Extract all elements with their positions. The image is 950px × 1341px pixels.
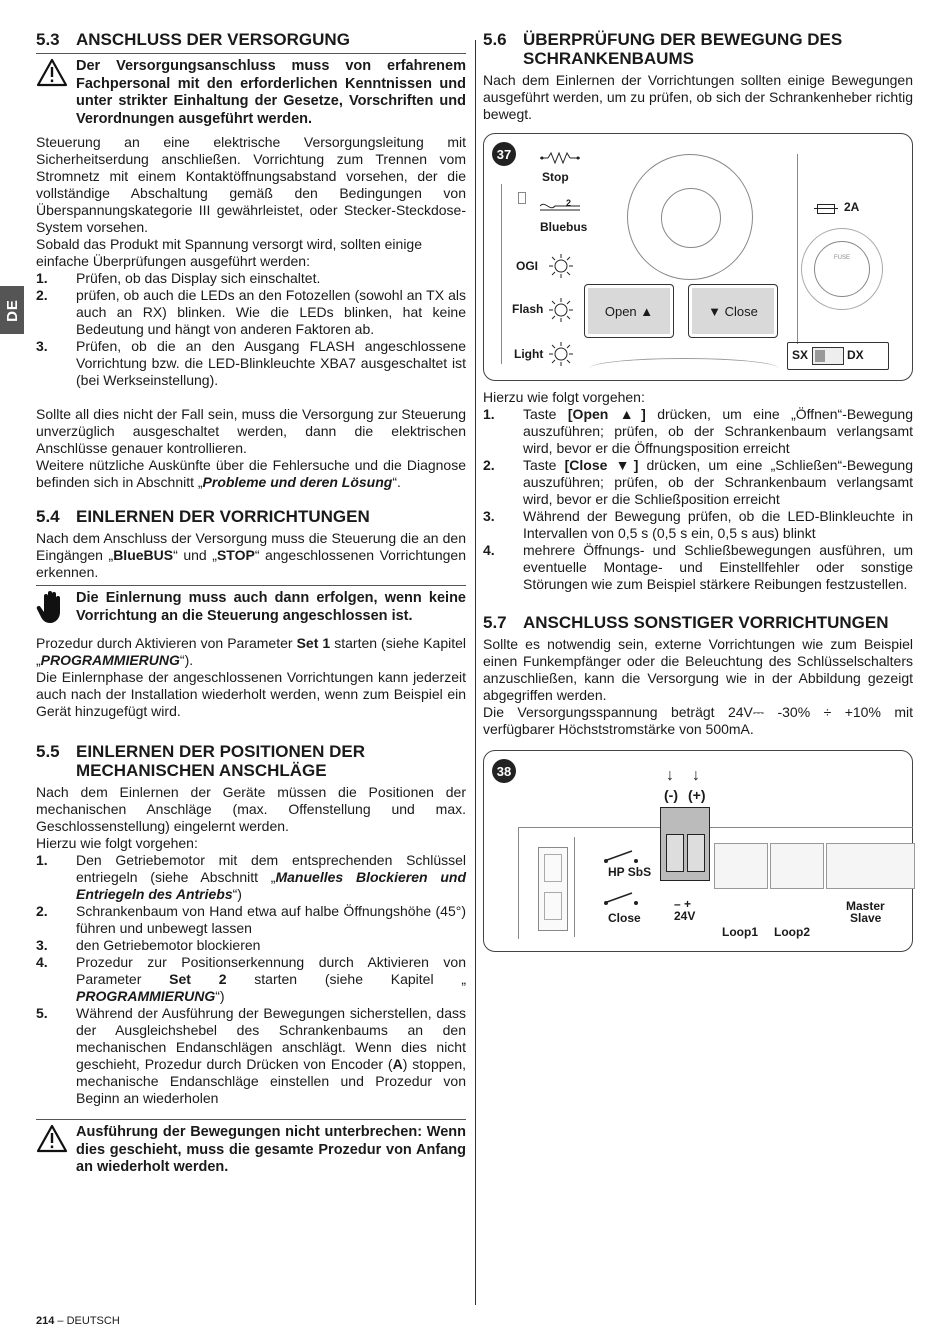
paragraph: Nach dem Einlernen der Geräte müssen die Positionen der mechanischen Anschläge (max. Offenstellung und max. Geschlossenstellung) eingelernt werden. — [36, 784, 466, 834]
encoder-knob[interactable] — [627, 154, 753, 280]
paragraph: Steuerung an eine elektrische Versorgungsleitung mit Sicherheitserdung anschließen. Vorrichtung zum Trennen vom Stromnetz mit einem Kontaktöffnungsabstand vorsehen, der die vollständige Abschaltung gemäß den Bedingungen von Überspannungskategorie III gewährleistet, oder Stecker-Steckdose-System vorsehen. — [36, 134, 466, 235]
loop2-label: Loop2 — [774, 925, 810, 939]
paragraph: Nach dem Einlernen der Vorrichtungen sollten einige Bewegungen ausgeführt werden, um zu prüfen, ob sich der Schrankenheber richtig bewegt. — [483, 72, 913, 122]
right-column — [483, 30, 913, 952]
figure-number-badge: 38 — [492, 759, 516, 783]
list-item: 2. Schrankenbaum von Hand etwa auf halbe Öffnungshöhe (45°) führen und unbewegt lassen — [36, 903, 466, 936]
hp-sbs-label: HP SbS — [608, 865, 652, 879]
paragraph: Die Versorgungsspannung beträgt 24V⎓ -30% ÷ +10% mit verfügbarer Höchststromstärke von 500mA. — [483, 704, 913, 737]
list-item: 4. mehrere Öffnungs- und Schließbewegungen ausführen, um eventuelle Montage- und Einstellfehler oder sonstige Störungen wie zum Beispiel stärkere Reibungen festzustellen. — [483, 542, 913, 592]
warning-box-5-4 — [36, 585, 466, 629]
procedure-list — [483, 406, 913, 593]
close-button[interactable]: ▼ Close — [688, 284, 778, 338]
section-5-5-heading: 5.5 EINLERNEN DER POSITIONEN DER MECHANISCHEN ANSCHLÄGE — [36, 742, 366, 780]
arrow-down-icon: ↓ — [666, 767, 674, 784]
slave-label: Slave — [850, 911, 882, 925]
paragraph: Prozedur durch Aktivieren von Parameter Set 1 starten (siehe Kapitel „PROGRAMMIERUNG“). — [36, 635, 467, 668]
stop-label: Stop — [542, 170, 569, 184]
page-footer: 214 – DEUTSCH — [36, 1315, 120, 1327]
section-5-4-heading: 5.4 EINLERNEN DER VORRICHTUNGEN — [36, 507, 370, 526]
left-column — [36, 30, 466, 1183]
bluebus-label: Bluebus — [540, 220, 588, 234]
flash-led-icon — [549, 298, 573, 322]
hp-sbs-switch-icon — [602, 849, 642, 865]
paragraph: Sobald das Produkt mit Spannung versorgt wird, sollten einige einfache Überprüfungen ausgeführt werden: — [36, 236, 422, 269]
light-led-icon — [549, 342, 573, 366]
list-item: 3. Während der Bewegung prüfen, ob die LED-Blinkleuchte in Intervallen von 0,5 s (0,5 s ein, 0,5 s aus) blinkt — [483, 508, 913, 541]
figure-37-control-panel — [483, 133, 913, 381]
list-item: 1. Taste [Open ▲] drücken, um eine „Öffnen“-Bewegung auszuführen; prüfen, ob der Schrankenbaum verlangsamt wird, bevor er die Öffnungsposition erreicht — [483, 406, 913, 456]
polarity-label: – + — [674, 897, 692, 911]
figure-38-terminal-board — [483, 750, 913, 952]
open-button[interactable]: Open ▲ — [584, 284, 674, 338]
bluebus-number: 2 — [566, 198, 572, 208]
paragraph: Weitere nützliche Auskünfte über die Fehlersuche und die Diagnose befinden sich in Abschnitt „Probleme und deren Lösung“. — [36, 457, 466, 490]
fuse-rating-label: 2A — [844, 200, 860, 214]
warning-text: Ausführung der Bewegungen nicht unterbrechen: Wenn dies geschieht, muss die gesamte Prozedur von Anfang an wiederholt werden. — [76, 1124, 466, 1175]
list-item: 2. prüfen, ob auch die LEDs an den Fotozellen (sowohl an TX als auch an RX) blinken. Wie die LEDs blinken, hat keine Bedeutung und hängt von anderen Faktoren ab. — [36, 287, 466, 337]
section-5-7-heading: 5.7 ANSCHLUSS SONSTIGER VORRICHTUNGEN — [483, 613, 889, 632]
figure-number-badge: 37 — [492, 142, 516, 166]
fuse-text: FUSE — [833, 255, 850, 261]
list-item: 2. Taste [Close ▼] drücken, um eine „Schließen“-Bewegung auszuführen; prüfen, ob der Schrankenbaum verlangsamt wird, bevor er die Schließposition erreicht — [483, 457, 913, 507]
master-slave-terminal — [826, 843, 915, 889]
section-5-6-heading: 5.6 ÜBERPRÜFUNG DER BEWEGUNG DES SCHRANKENBAUMS — [483, 30, 843, 68]
terminal-block-left — [538, 847, 568, 931]
voltage-label: 24V — [674, 909, 696, 923]
section-5-3-heading: 5.3 ANSCHLUSS DER VERSORGUNG — [36, 30, 350, 49]
warning-box-5-3 — [36, 53, 466, 128]
plus-label: (+) — [688, 787, 706, 803]
list-item: 4. Prozedur zur Positionserkennung durch Aktivieren von Parameter Set 2 starten (siehe Kapitel „ PROGRAMMIERUNG“) — [36, 954, 466, 1004]
ogi-led-icon — [549, 254, 573, 278]
close-label: Close — [608, 911, 641, 925]
warning-text: Der Versorgungsanschluss muss von erfahrenem Fachpersonal mit den erforderlichen Kenntnissen und unter strikter Einhaltung der Gesetze, Vorschriften und Verordnungen ausgeführt werden. — [76, 58, 466, 127]
paragraph: Sollte es notwendig sein, externe Vorrichtungen wie zum Beispiel einen Funkempfänger oder die Beleuchtung des Schlüsselschalters anzuschließen, kann die Versorgung wie in der Abbildung gezeigt abgegriffen werden. — [483, 636, 913, 703]
warning-text: Die Einlernung muss auch dann erfolgen, wenn keine Vorrichtung an die Steuerung angeschlossen ist. — [76, 590, 466, 624]
paragraph: Nach dem Anschluss der Versorgung muss die Steuerung die an den Eingängen „BlueBUS“ und „STOP“ angeschlossenen Vorrichtungen erkennen. — [36, 530, 466, 580]
warning-triangle-icon — [36, 58, 76, 128]
power-terminal-24v — [660, 807, 710, 881]
master-label: Master — [846, 899, 885, 913]
procedure-list — [36, 852, 466, 1107]
language-tab: DE — [0, 286, 24, 334]
loop1-label: Loop1 — [722, 925, 758, 939]
check-list — [36, 270, 466, 389]
paragraph: Sollte all dies nicht der Fall sein, muss die Versorgung zur Steuerung unverzüglich ausgeschaltet werden, dann die elektrischen Anschlüsse genauer kontrollieren. — [36, 406, 466, 456]
paragraph: Die Einlernphase der angeschlossenen Vorrichtungen kann jederzeit auch nach der Installation wiederholt werden, wenn zum Beispiel ein Gerät hinzugefügt wird. — [36, 669, 466, 719]
paragraph: Hierzu wie folgt vorgehen: — [483, 389, 645, 405]
bluebus-icon — [540, 200, 580, 214]
arrow-down-icon: ↓ — [692, 767, 700, 784]
column-divider — [475, 40, 476, 1305]
list-item: 3. den Getriebemotor blockieren — [36, 937, 261, 953]
light-label: Light — [514, 347, 544, 361]
dx-label: DX — [847, 348, 864, 362]
loop1-terminal — [714, 843, 768, 889]
warning-triangle-icon — [36, 1124, 76, 1177]
list-item: 5. Während der Ausführung der Bewegungen sicherstellen, dass der Ausgleichshebel des Schrankenbaums an den mechanischen Endanschlägen anschlägt. Wenn dies nicht geschieht, Prozedur durch Drücken von Encoder (A) stoppen, mechanische Endanschläge einstellen und Prozedur von Beginn an wiederholen — [36, 1005, 466, 1106]
ogi-label: OGI — [516, 259, 539, 273]
warning-box-5-5 — [36, 1119, 466, 1177]
list-item: 1. Den Getriebemotor mit dem entsprechenden Schlüssel entriegeln (siehe Abschnitt „Manuelles Blockieren und Entriegeln des Antriebs“) — [36, 852, 467, 902]
list-item: 3. Prüfen, ob die an den Ausgang FLASH angeschlossene Vorrichtung bzw. die LED-Blinkleuchte XBA7 ausgeschaltet ist (bei Werkseinstellung). — [36, 338, 466, 388]
loop2-terminal — [770, 843, 824, 889]
minus-label: (-) — [664, 787, 678, 803]
direction-switch[interactable] — [787, 342, 889, 370]
sx-label: SX — [792, 348, 809, 362]
close-switch-icon — [602, 891, 642, 907]
stop-resistor-icon — [540, 152, 580, 164]
fuse-holder — [801, 228, 883, 310]
flash-label: Flash — [512, 302, 544, 316]
fuse-symbol-icon — [817, 204, 835, 214]
stop-hand-icon — [36, 590, 76, 629]
paragraph: Hierzu wie folgt vorgehen: — [36, 835, 198, 851]
list-item: 1. Prüfen, ob das Display sich einschaltet. — [36, 270, 321, 286]
